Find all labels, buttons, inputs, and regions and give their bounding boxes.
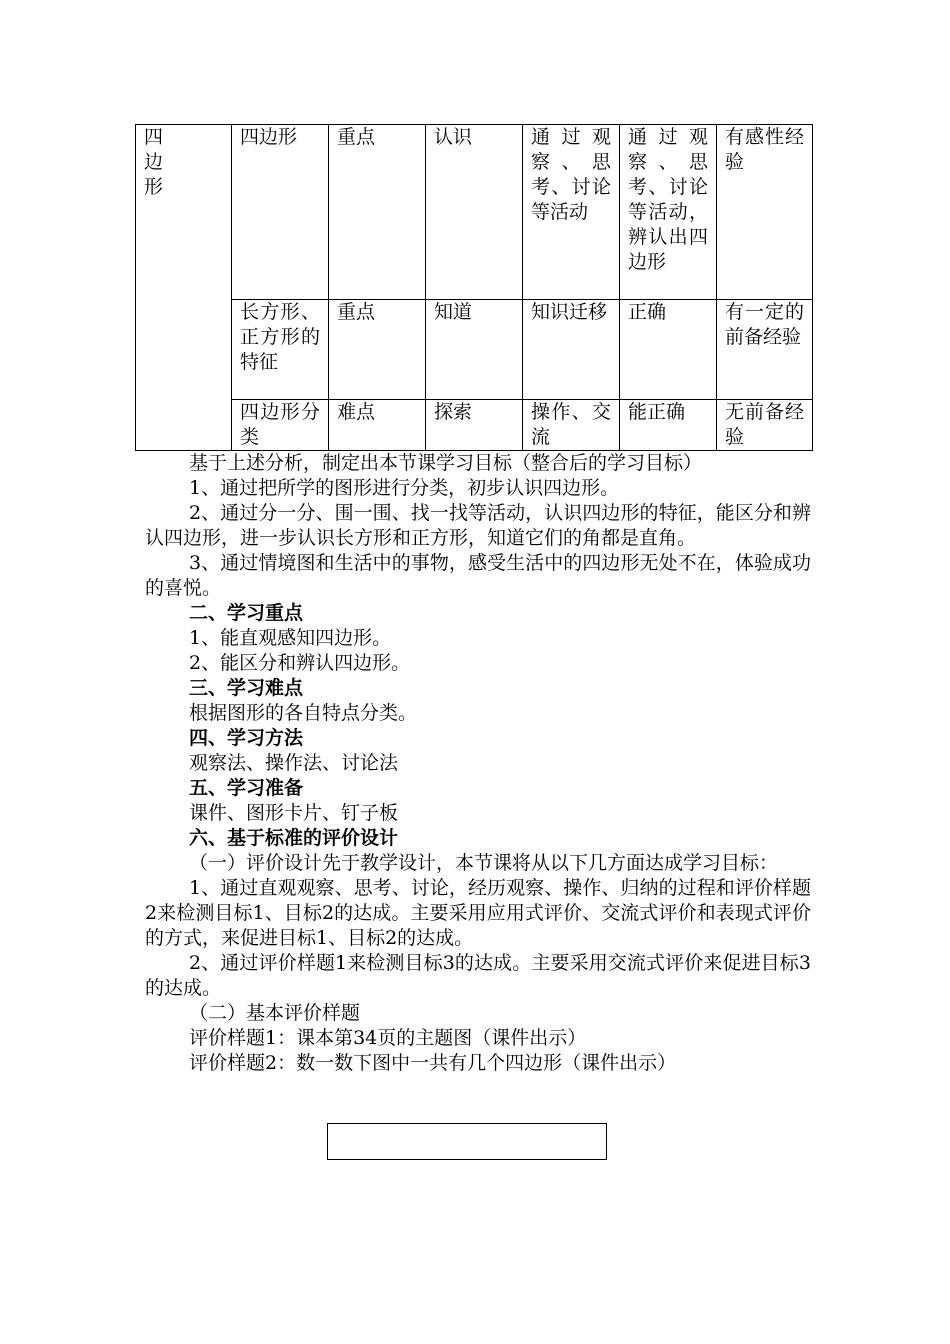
section-heading-preparation: 五、学习准备 — [189, 777, 304, 799]
section-heading-difficulty: 三、学习难点 — [189, 677, 304, 699]
evaluation-paragraph: 2、通过评价样题1来检测目标3的达成。主要采用交流式评价来促进目标3的达成。 — [145, 952, 811, 999]
section-heading-method: 四、学习方法 — [189, 727, 304, 749]
condition-cell: 通过观察、思考、讨论等活动 — [523, 125, 620, 300]
experience-cell: 无前备经验 — [717, 400, 813, 451]
content-cell: 四边形 — [232, 125, 329, 300]
preparation-text: 课件、图形卡片、钉子板 — [189, 802, 399, 824]
experience-cell: 有一定的前备经验 — [717, 300, 813, 400]
sample-question-2: 评价样题2：数一数下图中一共有几个四边形（课件出示） — [189, 1052, 677, 1074]
section-heading-evaluation: 六、基于标准的评价设计 — [189, 827, 399, 849]
verb-cell: 知道 — [426, 300, 523, 400]
focus-item: 1、能直观感知四边形。 — [189, 627, 392, 649]
topic-text: 四边形 — [144, 126, 164, 198]
content-cell: 四边形分类 — [232, 400, 329, 451]
level-cell: 重点 — [329, 300, 426, 400]
section-heading-focus: 二、学习重点 — [189, 602, 304, 624]
table-row — [136, 400, 813, 451]
goal-item: 1、通过把所学的图形进行分类，初步认识四边形。 — [189, 477, 620, 499]
evaluation-subheading: （二）基本评价样题 — [189, 1002, 361, 1024]
degree-cell: 通过观察、思考、讨论等活动，辨认出四边形 — [620, 125, 717, 300]
learning-analysis-table — [135, 124, 813, 451]
condition-cell: 知识迁移 — [523, 300, 620, 400]
content-cell: 长方形、正方形的特征 — [232, 300, 329, 400]
evaluation-paragraph: （一）评价设计先于教学设计，本节课将从以下几方面达成学习目标： — [189, 852, 779, 874]
level-cell: 重点 — [329, 125, 426, 300]
evaluation-paragraph: 1、通过直观观察、思考、讨论，经历观察、操作、归纳的过程和评价样题2来检测目标1、目标2的达成。主要采用应用式评价、交流式评价和表现式评价的方式，来促进目标1、目标2的达成。 — [145, 877, 811, 949]
goals-intro: 基于上述分析，制定出本节课学习目标（整合后的学习目标） — [189, 452, 703, 474]
degree-cell: 能正确 — [620, 400, 717, 451]
method-text: 观察法、操作法、讨论法 — [189, 752, 399, 774]
degree-cell: 正确 — [620, 300, 717, 400]
focus-item: 2、能区分和辨认四边形。 — [189, 652, 411, 674]
condition-cell: 操作、交流 — [523, 400, 620, 451]
level-cell: 难点 — [329, 400, 426, 451]
verb-cell: 探索 — [426, 400, 523, 451]
quadrilateral-figure-box — [327, 1123, 607, 1160]
experience-cell: 有感性经验 — [717, 125, 813, 300]
topic-cell — [136, 125, 232, 451]
verb-cell: 认识 — [426, 125, 523, 300]
difficulty-text: 根据图形的各自特点分类。 — [189, 702, 418, 724]
sample-question-1: 评价样题1：课本第34页的主题图（课件出示） — [189, 1027, 587, 1049]
goal-item: 2、通过分一分、围一围、找一找等活动，认识四边形的特征，能区分和辨认四边形，进一步认识长方形和正方形，知道它们的角都是直角。 — [145, 502, 811, 549]
table-row — [136, 300, 813, 400]
goal-item: 3、通过情境图和生活中的事物，感受生活中的四边形无处不在，体验成功的喜悦。 — [145, 552, 811, 599]
table-row — [136, 125, 813, 300]
document-body — [145, 451, 811, 1076]
